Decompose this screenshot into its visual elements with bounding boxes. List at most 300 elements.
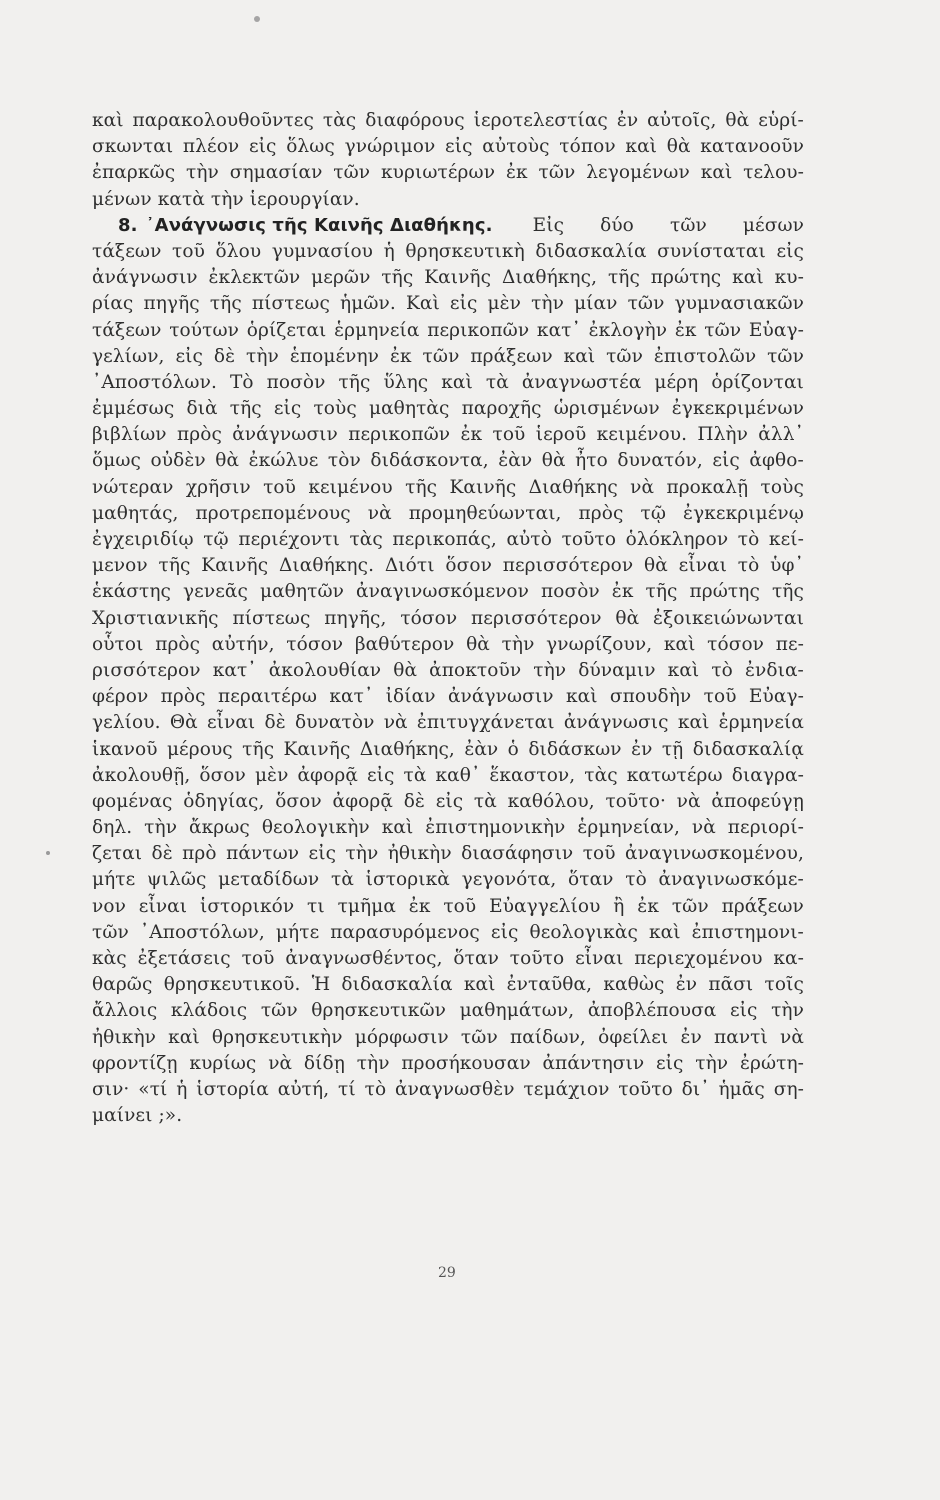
text-line [92,579,804,605]
word: παντὶ [713,1026,768,1048]
text-line [92,710,804,736]
word: γελίων, [92,345,165,367]
word: ἐπιστημονι- [691,921,804,943]
word: τὴν [356,1052,390,1074]
word: εἶναι [575,948,624,969]
word: τῆς [381,267,414,289]
word: τοῦτο [509,948,565,969]
word: προκαλῇ [666,476,749,498]
word: κειμένου [308,476,393,498]
word: οὐδὲν [150,450,206,472]
word: τῶν [333,162,371,184]
word: μήτε [92,869,136,891]
word: δὲ [403,790,425,812]
word: ἐπιτυγχάνεται [416,712,555,734]
word: δίδῃ [303,1052,345,1074]
word: εἰς [776,240,804,262]
word: κὰς [92,948,127,969]
word: τὰ [485,371,509,393]
word: καθόλου, [507,790,595,812]
word: τούτων [169,319,239,341]
text-line [92,553,804,579]
word: προτρεπομένους [195,502,351,524]
word: καὶ [732,267,764,289]
word: εἰς [248,136,277,158]
word: θὰ [393,659,418,681]
word: νὰ [630,476,655,498]
word: σπουδὴν [609,686,692,708]
word: εἶναι [138,895,188,917]
word: τὸ [737,529,760,550]
text-line [92,1103,804,1129]
word: πρώτης [650,267,722,289]
word: ἀναγνωστέα [521,371,642,393]
text-line [92,946,804,972]
word: μαθητῶν [259,581,344,603]
word: ἐνδια- [745,659,804,681]
word: ἀνάγνωσις [563,712,669,734]
word: ἐν [675,974,698,996]
word: ἦτο [575,450,608,472]
word: ἀλλ᾿ [758,424,804,446]
word: καὶ [648,921,681,943]
word: Καινῆς [283,738,351,760]
word: οὗτοι [92,633,144,655]
word: θρησκευτικοῦ. [163,974,301,996]
word: ἡμῶν. [340,293,396,315]
word: τῶν [606,345,643,367]
word: πρὸς [578,502,624,524]
word: περικοπάς, [392,529,497,550]
word: τοῦ [443,895,477,917]
word: μενον [92,555,148,577]
word: εἰς [273,398,302,420]
word: πλέον [182,136,240,158]
word: τῆς [209,293,242,315]
word: ὕλης [383,371,429,393]
word: πρώτης [689,581,760,603]
word: διδασκαλία [535,240,647,262]
word: νὰ [367,502,392,524]
word: γνώριμον [344,136,436,158]
word: ἐξετάσεις [137,948,231,969]
word: ἢ [613,895,625,917]
word: παίδων, [509,1026,586,1048]
word: τῶν [767,345,804,367]
section-title: ᾿Ανάγνωσις τῆς Καινῆς Διαθήκης. [145,214,493,236]
word: τὸ [364,1078,387,1100]
word: εὑρί- [758,110,804,131]
word: ἱερουργίαν. [249,188,360,210]
word: ὑφ᾿ [770,555,804,577]
word: θεολογικὰς [529,921,638,943]
word: ἐκ [408,895,431,917]
word: αὐτή, [277,1078,330,1100]
word: φέρον [92,686,149,708]
word: Διότι [384,555,435,577]
word: τὰς [349,529,383,550]
word: τοῦτο· [605,790,666,812]
word: τὴν [144,817,178,839]
word: ἐν [680,1026,702,1048]
word: ὅσον [275,790,322,812]
word: γελίου. [92,712,161,734]
word: νὰ [691,817,716,839]
word: εἶναι [206,712,256,734]
word: ἠθικὴν [387,843,452,865]
word: κατ᾿ [536,319,581,341]
word: ἱκανοῦ [92,738,158,760]
text-line [92,1051,804,1077]
word: ἀνάγνωσιν [92,267,198,289]
section-number: 8. [118,214,138,236]
word: Καινῆς [449,476,517,498]
word: τάξεων [92,319,162,341]
word: ἐκ [389,345,412,367]
word: ᾿Αποστόλων. [92,371,217,393]
word: ὁρίζεται [246,319,327,341]
word: πρὸς [176,424,222,446]
text-line [92,527,804,553]
word: σημασίαν [229,162,323,184]
word: ἀνάγνωσιν [232,424,338,446]
word: χρῆσιν [185,476,251,498]
text-line [92,475,804,501]
word: περισσότερον [471,607,602,629]
word: Καὶ [405,293,440,315]
word: κατανοοῦν [700,136,804,158]
text-line [92,108,804,134]
word: νὰ [676,790,701,812]
word: φομένας [92,790,173,812]
word: ἐκ [505,162,528,184]
word: ὅταν [453,948,499,969]
word: καὶ [700,162,733,184]
word: νὰ [383,712,408,734]
word: θὰ [615,607,640,629]
word: πάντων [226,843,300,865]
text-line [92,972,804,998]
word: ψιλῶς [147,869,207,891]
word: θὰ [725,110,750,131]
word: καθ᾿ [435,764,481,786]
word: θεολογικὴν [261,817,370,839]
word: τὴν [501,633,535,655]
word: ὀφείλει [598,1026,669,1048]
word: δὲ [213,345,236,367]
word: περαιτέρω [217,686,318,708]
text-line [92,239,804,265]
word: τοὺς [313,398,357,420]
word: πᾶσι [708,974,754,996]
word: πράξεων [721,895,804,917]
word: εἰς [490,921,519,943]
word: τῆς [771,581,804,603]
word: ἀποκτοῦν [429,659,522,681]
text-line [92,291,804,317]
word: προμηθεύωνται, [408,502,562,524]
text-line [92,448,804,474]
word: ἄκρως [188,817,250,839]
word: κειμένου. [596,424,688,446]
word: γνωρίζουν, [546,633,653,655]
word: τὴν [210,188,244,210]
word: σκωνται [92,136,174,158]
word: Διαθήκης, [501,267,598,289]
word: ρίας [92,293,134,315]
word: Εὐαγ- [748,319,804,341]
word: τῶν [704,319,742,341]
text-line [92,422,804,448]
word: ἀνάγνωσιν [447,686,554,708]
text-line [92,160,804,186]
text-line [92,344,804,370]
word: θρησκευτικὴ [405,240,525,262]
word: δύναμιν [578,659,656,681]
word: ἀκολουθίαν [268,659,382,681]
word: ἑκάστης [92,581,171,603]
word: τῶν [671,895,709,917]
word: εἰς [445,136,473,158]
word: κυ- [774,267,804,289]
word: τῆς [607,267,640,289]
word: τοῦτο [561,529,617,550]
word: τοῦ [263,476,296,498]
word: θρησκευτικὴν [211,1026,343,1048]
word: ἐὰν [464,738,499,760]
word: ἱστορικόν [199,895,295,917]
word: θαρῶς [92,974,153,996]
word: εἰς [366,764,395,786]
text-line [92,763,804,789]
word: γενεᾶς [183,581,248,603]
word: ἐν [631,738,653,760]
word: τῶν [627,293,665,315]
word: μαθητάς, [92,502,179,524]
word: πηγῆς, [324,607,387,629]
word: κυριωτέρων [381,162,496,184]
word: ἡ [383,240,395,262]
word: φροντίζῃ [92,1052,178,1074]
word: καὶ [463,974,496,996]
word: ἀναγινωσκόμε- [658,869,804,891]
word: ἑπομένην [289,345,380,367]
word: Εὐαγγελίου [489,895,601,917]
word: «τί [138,1078,168,1100]
word: ἐπαρκῶς [92,162,176,184]
word: νὰ [268,1052,293,1074]
word: κυρίως [189,1052,257,1074]
word: δηλ. [92,817,133,839]
word: μέσων [742,214,804,236]
word: διδάσκοντα, [370,450,489,472]
text-line [92,684,804,710]
word: καὶ [565,686,598,708]
word: παρασυρόμενος [330,921,480,943]
text-line [92,841,804,867]
word: ἐκ [674,319,697,341]
word: ᾿Αποστόλων, [139,921,265,943]
text-line [92,501,804,527]
word: Εὐαγ- [748,686,804,708]
word: κεί- [768,529,804,550]
text-line [92,606,804,632]
word: ἐκώλυε [248,450,319,472]
text-line [92,867,804,893]
word: μαθητὰς [368,398,450,420]
word: ἰδίαν [385,686,436,708]
word: ἐπιστολῶν [653,345,757,367]
word: καὶ [92,110,124,131]
word: τὸ [625,869,647,891]
word: τοῦ [582,843,616,865]
word: τι [307,895,325,917]
word: τῇ [661,738,684,760]
word: καὶ [563,345,596,367]
word: καὶ [168,1026,200,1048]
word: ἀναγνωσθέντος, [285,948,443,969]
word: διδασκαλία [341,974,453,996]
word: τὴν [345,843,379,865]
word: τμῆμα [337,895,396,917]
word: ἐν [616,110,639,131]
word: ἐγκεκριμένῳ [683,502,804,524]
word: τῷ [203,529,229,550]
word: ἐξοικειώνωνται [653,607,804,629]
word: πε- [775,633,804,655]
word: ἐνταῦθα, [506,974,593,996]
section-heading [118,213,493,239]
word: τοῦ [241,948,275,969]
word: εἰς [712,450,740,472]
word: καὶ [677,712,710,734]
word: ὁδηγίας, [183,790,265,812]
text-line [92,632,804,658]
word: περισσότερον [502,555,634,577]
word: ἱστορία [196,1078,269,1100]
word: ὅμως [92,450,142,472]
word: μόρφωσιν [354,1026,449,1048]
word: τῆς [158,555,191,577]
text-line [92,265,804,291]
word: εἰς [308,843,337,865]
word: θὰ [215,450,240,472]
word: δὲ [151,843,173,865]
word: τοῦτο [618,1078,673,1100]
word: τῆς [645,581,678,603]
word: ἐπιστημονικὴν [425,817,566,839]
word: Θὰ [169,712,198,734]
word: ποσὸν [540,581,600,603]
word: περιεχομένου [634,948,763,969]
word: ἱεροῦ [535,424,587,446]
word: αὐτὸ [506,529,552,550]
word: γυμνασιακῶν [674,293,804,315]
word: κατ᾿ [329,686,374,708]
word: βιβλίων [92,424,167,446]
word: τὰς [584,764,618,786]
word: ἑρμηνείαν, [577,817,680,839]
word: τοῦ [703,686,737,708]
word: ἐκ [460,424,483,446]
word: δὲ [264,712,286,734]
word: τὴν [531,293,564,315]
word: σιν· [92,1078,130,1100]
word: καὶ [663,633,696,655]
word: τὸν [327,450,361,472]
word: Διαθήκης, [359,738,455,760]
word: ἠθικὴν [92,1026,156,1048]
word: διαγρα- [731,764,804,786]
word: ἐκ [637,895,659,917]
word: τὴν [246,345,279,367]
word: νὰ [780,1026,804,1048]
word: τῆς [242,738,275,760]
word: ;». [158,1105,183,1127]
word: περιορί- [727,817,804,839]
word: ἀφορᾷ [297,764,358,786]
word: πρὸς [155,633,201,655]
word: μαθημάτων, [459,1000,575,1022]
word: πράξεων [470,345,553,367]
word: τόπον [559,136,616,158]
word: ἀπάντησιν [542,1052,645,1074]
text-line [92,658,804,684]
word: ση- [773,1078,804,1100]
word: τὴν [533,659,567,681]
word: μίαν [574,293,618,315]
word: διδάσκων [528,738,622,760]
word: δυνατόν, [617,450,703,472]
word: βαθύτερον [354,633,455,655]
word: ρισσότερον [92,659,201,681]
word: ἐκλογὴν [588,319,668,341]
word: μαίνει [92,1105,153,1127]
word: τῶν [422,345,460,367]
word: μέρη [654,371,699,393]
word: θὰ [541,450,566,472]
word: δι᾿ [681,1078,710,1100]
word: τελου- [743,162,804,184]
word: μὲν [487,293,521,315]
word: μέρους [166,738,233,760]
word: καὶ [625,136,658,158]
word: καθὼς [603,974,665,996]
word: ἑρμηνεία [718,712,804,734]
word: ἐγκεκριμένων [671,398,804,420]
word: τὰς [322,110,357,131]
word: Εἰς [532,214,565,236]
word: τὴν [695,1052,729,1074]
word: τοὺς [760,476,804,498]
word: γυμνασίου [271,240,374,262]
word: μένων [92,188,152,210]
word: τῆς [229,398,262,420]
word: μεταδίδων [218,869,320,891]
word: ἑρμηνεία [334,319,420,341]
word: ἡ [176,1078,188,1100]
word: τοῖς [764,974,804,996]
word: παρακολουθοῦντες [132,110,314,131]
word: αὐτήν, [211,633,275,655]
word: αὐτοῖς, [647,110,717,131]
word: ὅσον [445,555,492,577]
word: καὶ [381,817,414,839]
word: τῆς [338,371,371,393]
word: ὡρισμένων [553,398,660,420]
word: τεμάχιον [523,1078,610,1100]
word: τῆς [405,476,438,498]
